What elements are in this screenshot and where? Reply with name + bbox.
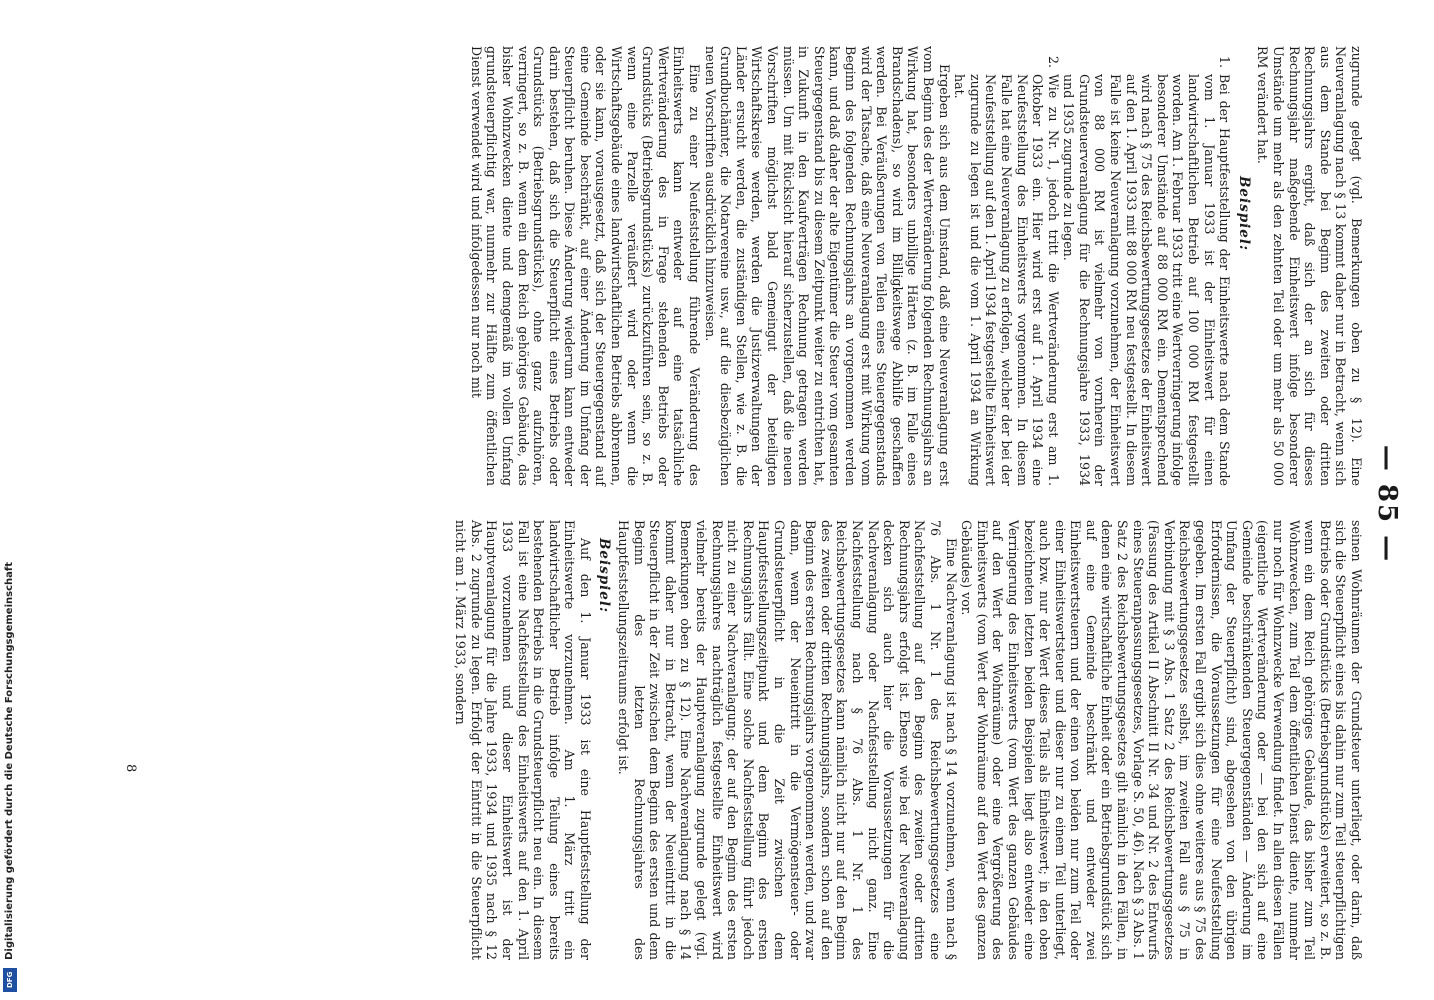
right-example-paragraph: Auf den 1. Januar 1933 ist eine Hauptfeststellung der Einheitswerte vorzunehmen. Am 1. März tritt ein landwirtschaftlicher Betrieb infolge Teilung eines bereits bestehenden Betriebs in die Grundsteuerpflicht neu ein. In diesem Fall ist eine Nachfeststellung des Einheitswerts auf den 1. April 1933 vorzunehmen und dieser Einheitswert ist der Hauptveranlagung für die Jahre 1933, 1934 und 1935 nach § 12 Abs. 2 zugrunde zu legen. Erfolgt der Eintritt in die Steuerpflicht nicht am 1. März 1933, sondern <box>453 520 593 960</box>
left-intro-paragraph: zugrunde gelegt (vgl. Bemerkungen oben zu § 12). Eine Neuveranlagung nach § 13 kommt daher nur in Betracht, wenn sich aus dem Stande bei Beginn des zweiten oder dritten Rechnungsjahrs ergibt, daß sich der an sich für dieses Rechnungsjahr maßgebende Einheitswert infolge besonderer Umstände um mehr als den zehnten Teil oder um mehr als 50 000 RM verändert hat. <box>1255 46 1364 486</box>
left-column <box>468 46 1364 486</box>
credit-text: Digitalisierung gefördert durch die Deutsche Forschungsgemeinschaft <box>4 562 15 960</box>
left-paragraph-3: Eine zu einer Neufeststellung führende Veränderung des Einheitswerts kann entweder auf eine tatsächliche Wertveränderung des in Frage stehenden Betriebs oder Grundstücks (Betriebsgrundstücks) zurückzuführen sein, so z. B. wenn eine Parzelle veräußert wird oder wenn die Wirtschaftsgebäude eines landwirtschaftlichen Betriebs abbrennen, oder sie kann, vorausgesetzt, daß sich der Steuergegenstand auf eine Gemeinde beschränkt, auf einer Änderung im Umfang der Steuerpflicht beruhen. Diese Änderung wiederum kann entweder darin bestehen, daß sich die Steuerpflicht eines Betriebs oder Grundstücks (Betriebsgrundstücks), ohne ganz aufzuhören, verringert, so z. B. wenn ein dem Reich gehöriges Gebäude, das bisher Wohnzwecken diente und demgemäß im vollen Umfang grundsteuerpflichtig war, nunmehr zur Hälfte zum öffentlichen Dienst verwendet wird und infolgedessen nur noch mit <box>468 46 703 486</box>
dfg-logo-icon: DFG <box>3 968 17 992</box>
right-paragraph-2: Eine Nachveranlagung ist nach § 14 vorzunehmen, wenn nach § 76 Abs. 1 Nr. 1 des Reichsbewertungsgesetzes eine Nachfeststellung auf den Beginn des zweiten oder dritten Rechnungsjahrs erfolgt ist. Ebenso wie bei der Neuveranlagung decken sich auch hier die Voraussetzungen für die Nachveranlagung oder Nachfeststellung nicht ganz. Eine Nachfeststellung nach § 76 Abs. 1 Nr. 1 des Reichsbewertungsgesetzes kann nämlich nicht nur auf den Beginn des zweiten oder dritten Rechnungsjahrs, sondern schon auf den Beginn des ersten Rechnungsjahrs vorgenommen werden, und zwar dann, wenn der Neueintritt in die Vermögensteuer- oder Grundsteuerpflicht in die Zeit zwischen dem Hauptfeststellungszeitpunkt und dem Beginn des ersten Rechnungsjahrs fällt. Eine solche Nachfeststellung führt jedoch nicht zu einer Nachveranlagung; der auf den Beginn des ersten Rechnungsjahres nachträglich festgestellte Einheitswert wird vielmehr bereits der Hauptveranlagung zugrunde gelegt (vgl. Bemerkungen oben zu § 12). Eine Nachveranlagung nach § 14 kommt daher nur in Betracht, wenn der Neueintritt in die Steuerpflicht in der Zeit zwischen dem Beginn des ersten und dem Beginn des letzten Rechnungsjahres des Hauptfeststellungszeitraums erfolgt ist. <box>616 520 959 960</box>
example-heading-left: Beispiel: <box>1235 176 1252 251</box>
signature-mark: 8 <box>123 764 138 773</box>
document-page <box>104 24 1424 984</box>
example-item-1: 1. Bei der Hauptfeststellung der Einheitswerte nach dem Stande vom 1. Januar 1933 ist der Einheitswert für einen landwirtschaftlichen Betrieb auf 100 000 RM festgestellt worden. Am 1. Februar 1933 tritt eine Wertverringerung infolge besonderer Umstände auf 88 000 RM ein. Dementsprechend wird nach § 75 des Reichsbewertungsgesetzes der Einheitswert auf den 1. April 1933 mit 88 000 RM neu festgestellt. In diesem Falle ist keine Neuveranlagung vorzunehmen, der Einheitswert von 88 000 RM ist vielmehr von vornherein der Grundsteuerveranlagung für die Rechnungsjahre 1933, 1934 und 1935 zugrunde zu legen. <box>1061 72 1233 486</box>
example-list <box>952 46 1233 486</box>
page-number: — 85 — <box>1372 444 1402 564</box>
right-column <box>453 520 1364 960</box>
left-paragraph-2: Ergeben sich aus dem Umstand, daß eine Neuveranlagung erst vom Beginn des der Wertveränderung folgenden Rechnungsjahrs an Wirkung hat, besonders unbillige Härten (z. B. im Falle eines Brandschadens), so wird im Billigkeitswege Abhilfe geschaffen werden. Bei Veräußerungen von Teilen eines Steuergegenstands wird der Tatsache, daß eine Neuveranlagung erst mit Wirkung vom Beginn des folgenden Rechnungsjahrs an vorgenommen werden kann, und daß daher der alte Eigentümer die Steuer vom gesamten Steuergegenstand bis zu diesem Zeitpunkt weiter zu entrichten hat, in Zukunft in den Kaufverträgen Rechnung getragen werden müssen. Um mit Rücksicht hierauf sicherzustellen, daß die neuen Vorschriften möglichst bald Gemeingut der beteiligten Wirtschaftskreise werden, werden die Justizverwaltungen der Länder ersucht werden, die zuständigen Stellen, wie z. B. die Grundbuchämter, die Notarvereine usw., auf die diesbezüglichen neuen Vorschriften ausdrücklich hinzuweisen. <box>702 46 952 486</box>
digitization-credit <box>0 0 22 1000</box>
example-item-2: 2. Wie zu Nr. 1, jedoch tritt die Wertveränderung erst am 1. Oktober 1933 ein. Hier wird erst auf 1. April 1934 eine Neufeststellung des Einheitswerts vorgenommen. In diesem Falle hat eine Neuveranlagung zu erfolgen, welcher der bei der Neufeststellung auf den 1. April 1934 festgestellte Einheitswert zugrunde zu legen ist und die vom 1. April 1934 an Wirkung hat. <box>952 72 1061 486</box>
right-paragraph-1: seinen Wohnräumen der Grundsteuer unterliegt, oder darin, daß sich die Steuerpflicht eines bis dahin nur zum Teil steuerpflichtigen Betriebs oder Grundstücks (Betriebsgrundstücks) erweitert, so z. B. wenn ein dem Reich gehöriges Gebäude, das bisher zum Teil Wohnzwecken, zum Teil dem öffentlichen Dienst diente, nunmehr nur noch für Wohnzwecke Verwendung findet. In allen diesen Fällen (eigentliche Wertveränderung oder — bei den sich auf eine Gemeinde beschränkenden Steuergegenständen — Änderung im Umfang der Steuerpflicht) sind, abgesehen von den übrigen Erfordernissen, die Voraussetzungen für eine Neufeststellung gegeben. Im ersten Fall ergibt sich dies ohne weiteres aus § 75 des Reichsbewertungsgesetzes selbst, im zweiten Fall aus § 75 in Verbindung mit § 3 Abs. 1 Satz 2 des Reichsbewertungsgesetzes (Fassung des Artikel II Abschnitt II Nr. 34 und Nr. 2 des Entwurfs eines Steueranpassungsgesetzes, Vorlage S. 50, 46). Nach § 3 Abs. 1 Satz 2 des Reichsbewertungsgesetzes gilt nämlich in den Fällen, in denen eine wirtschaftliche Einheit oder ein Betriebsgrundstück sich auf eine Gemeinde beschränkt und entweder zwei Einheitswertsteuern und der einen von beiden nur zum Teil oder einer Einheitswertsteuer und dieser nur zu einem Teil unterliegt, auch bzw. nur der Wert dieses Teils als Einheitswert; in den oben bezeichneten letzten beiden Beispielen liegt also entweder eine Verringerung des Einheitswerts (vom Wert des ganzen Gebäudes auf den Wert der Wohnräume) oder eine Vergrößerung des Einheitswerts (vom Wert der Wohnräume auf den Wert des ganzen Gebäudes) vor. <box>959 520 1364 960</box>
example-heading-right: Beispiel: <box>596 538 613 613</box>
